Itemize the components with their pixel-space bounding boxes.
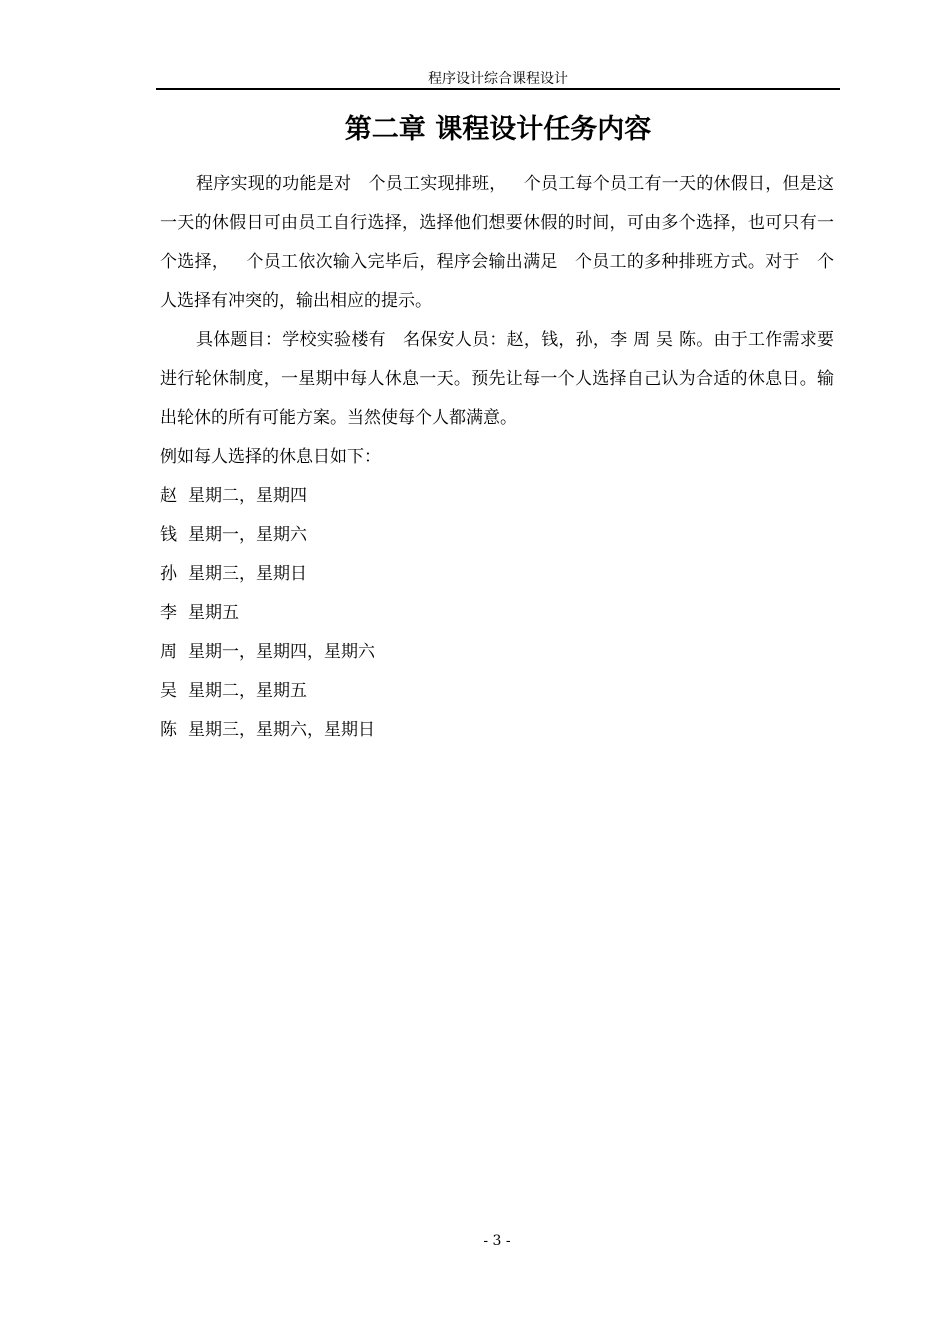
rest-days: 星期三，星期日	[188, 564, 307, 584]
text-span: 程序实现的功能是对	[196, 174, 352, 194]
preference-list	[160, 477, 834, 750]
guard-name: 吴	[160, 681, 177, 701]
running-header: 程序设计综合课程设计	[428, 71, 568, 87]
text-span: 具体题目：学校实验楼有	[196, 330, 386, 350]
guard-name: 陈	[160, 720, 177, 740]
task-description-paragraph	[160, 165, 834, 321]
page-number: - 3 -	[483, 1233, 511, 1249]
text-span: 个员工每个员工有一天的休假日，但是这一天的休假日可由员工自行选择，选择他们想要休假的时间，可由多个选择，也可只有一个选择，	[160, 174, 834, 272]
rest-days: 星期三，星期六，星期日	[188, 720, 375, 740]
guard-name: 周	[160, 642, 177, 662]
rest-days: 星期二，星期五	[188, 681, 307, 701]
text-span: 个员工实现排班，	[368, 174, 507, 194]
text-span: 个员工的多种排班方式。对于	[574, 252, 800, 272]
text-span: 个人选择有冲突的，输出相应的提示。	[160, 252, 835, 311]
preference-item	[160, 477, 834, 516]
guard-name: 赵	[160, 486, 177, 506]
preference-item	[160, 672, 834, 711]
example-intro: 例如每人选择的休息日如下：	[160, 447, 381, 467]
preference-item	[160, 711, 834, 750]
rest-days: 星期一，星期四，星期六	[188, 642, 375, 662]
guard-name: 孙	[160, 564, 177, 584]
text-span: 个员工依次输入完毕后，程序会输出满足	[246, 252, 558, 272]
body-text	[160, 165, 834, 750]
preference-item	[160, 594, 834, 633]
guard-name: 钱	[160, 525, 177, 545]
text-span: 名保安人员：赵，钱，孙，李 周 吴 陈。由于工作需求要进行轮休制度，一星期中每人休息一天。预先让每一个人选择自己认为合适的休息日。输出轮休的所有可能方案。当然使每个人都满意。	[160, 330, 835, 428]
preference-item	[160, 555, 834, 594]
preference-item	[160, 633, 834, 672]
chapter-title: 第二章 课程设计任务内容	[344, 114, 652, 145]
header-rule	[156, 88, 840, 90]
rest-days: 星期五	[188, 603, 239, 623]
guard-name: 李	[160, 603, 177, 623]
preference-item	[160, 516, 834, 555]
rest-days: 星期二，星期四	[188, 486, 307, 506]
rest-days: 星期一，星期六	[188, 525, 307, 545]
problem-statement-paragraph	[160, 321, 834, 438]
